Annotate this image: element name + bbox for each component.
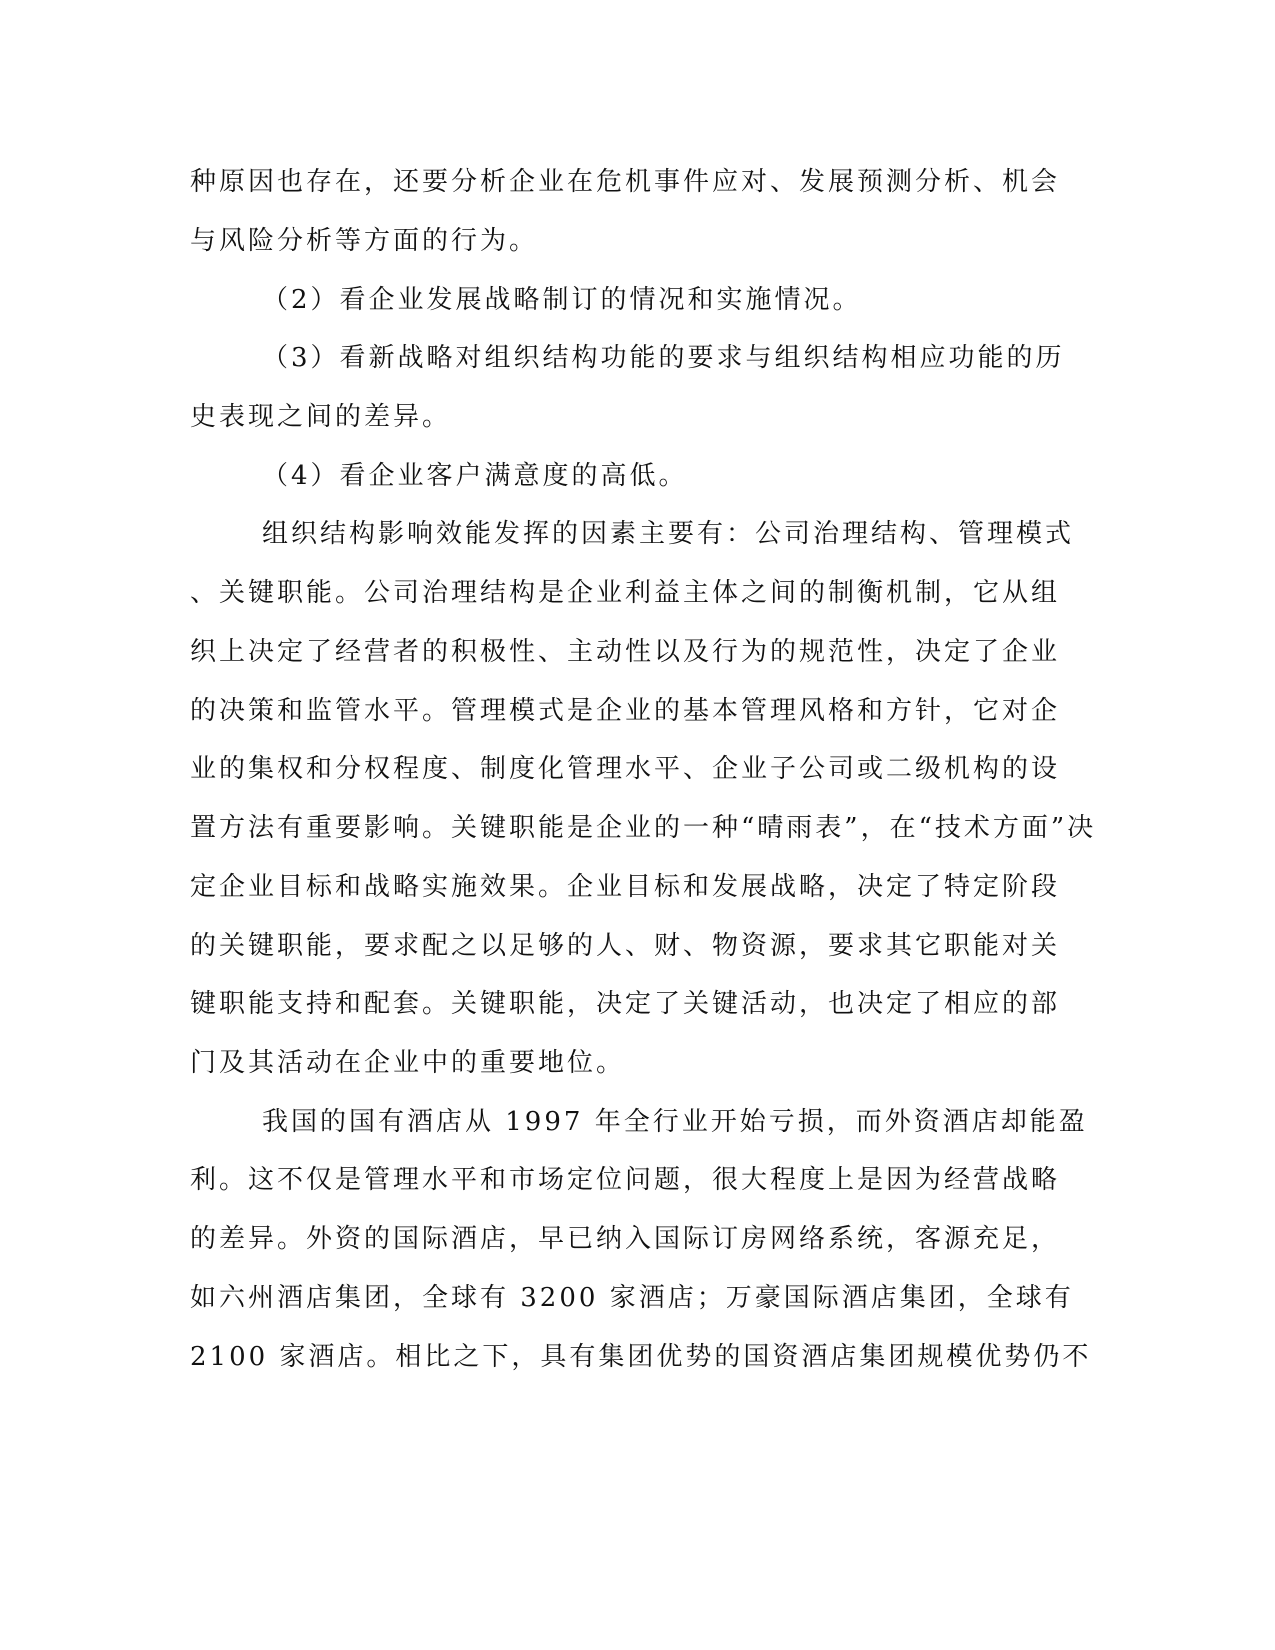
text-line: 、关键职能。公司治理结构是企业利益主体之间的制衡机制，它从组 (190, 578, 1061, 608)
paragraph-start: 组织结构影响效能发挥的因素主要有：公司治理结构、管理模式 (262, 519, 1075, 549)
text-line: 与风险分析等方面的行为。 (190, 226, 539, 256)
text-line: 的差异。外资的国际酒店，早已纳入国际订房网络系统，客源充足， (190, 1224, 1061, 1254)
text-line: 如六州酒店集团，全球有 3200 家酒店；万豪国际酒店集团，全球有 (190, 1283, 1074, 1313)
text-line: 的决策和监管水平。管理模式是企业的基本管理风格和方针，它对企 (190, 696, 1061, 726)
text-line: 门及其活动在企业中的重要地位。 (190, 1048, 626, 1078)
paragraph-start: 我国的国有酒店从 1997 年全行业开始亏损，而外资酒店却能盈 (262, 1107, 1088, 1137)
text-line: 2100 家酒店。相比之下，具有集团优势的国资酒店集团规模优势仍不 (190, 1342, 1092, 1372)
text-line: 业的集权和分权程度、制度化管理水平、企业子公司或二级机构的设 (190, 754, 1061, 784)
list-item-2: （2）看企业发展战略制订的情况和实施情况。 (262, 285, 862, 315)
text-line: 史表现之间的差异。 (190, 402, 452, 432)
text-line: 利。这不仅是管理水平和市场定位问题，很大程度上是因为经营战略 (190, 1165, 1061, 1195)
text-line: 种原因也存在，还要分析企业在危机事件应对、发展预测分析、机会 (190, 167, 1061, 197)
text-line: 的关键职能，要求配之以足够的人、财、物资源，要求其它职能对关 (190, 931, 1061, 961)
text-line: 定企业目标和战略实施效果。企业目标和发展战略，决定了特定阶段 (190, 872, 1061, 902)
text-line: 置方法有重要影响。关键职能是企业的一种“晴雨表”，在“技术方面”决 (190, 813, 1097, 843)
list-item-3: （3）看新战略对组织结构功能的要求与组织结构相应功能的历 (262, 343, 1065, 373)
list-item-4: （4）看企业客户满意度的高低。 (262, 461, 688, 491)
text-line: 键职能支持和配套。关键职能，决定了关键活动，也决定了相应的部 (190, 989, 1061, 1019)
text-line: 织上决定了经营者的积极性、主动性以及行为的规范性，决定了企业 (190, 637, 1061, 667)
